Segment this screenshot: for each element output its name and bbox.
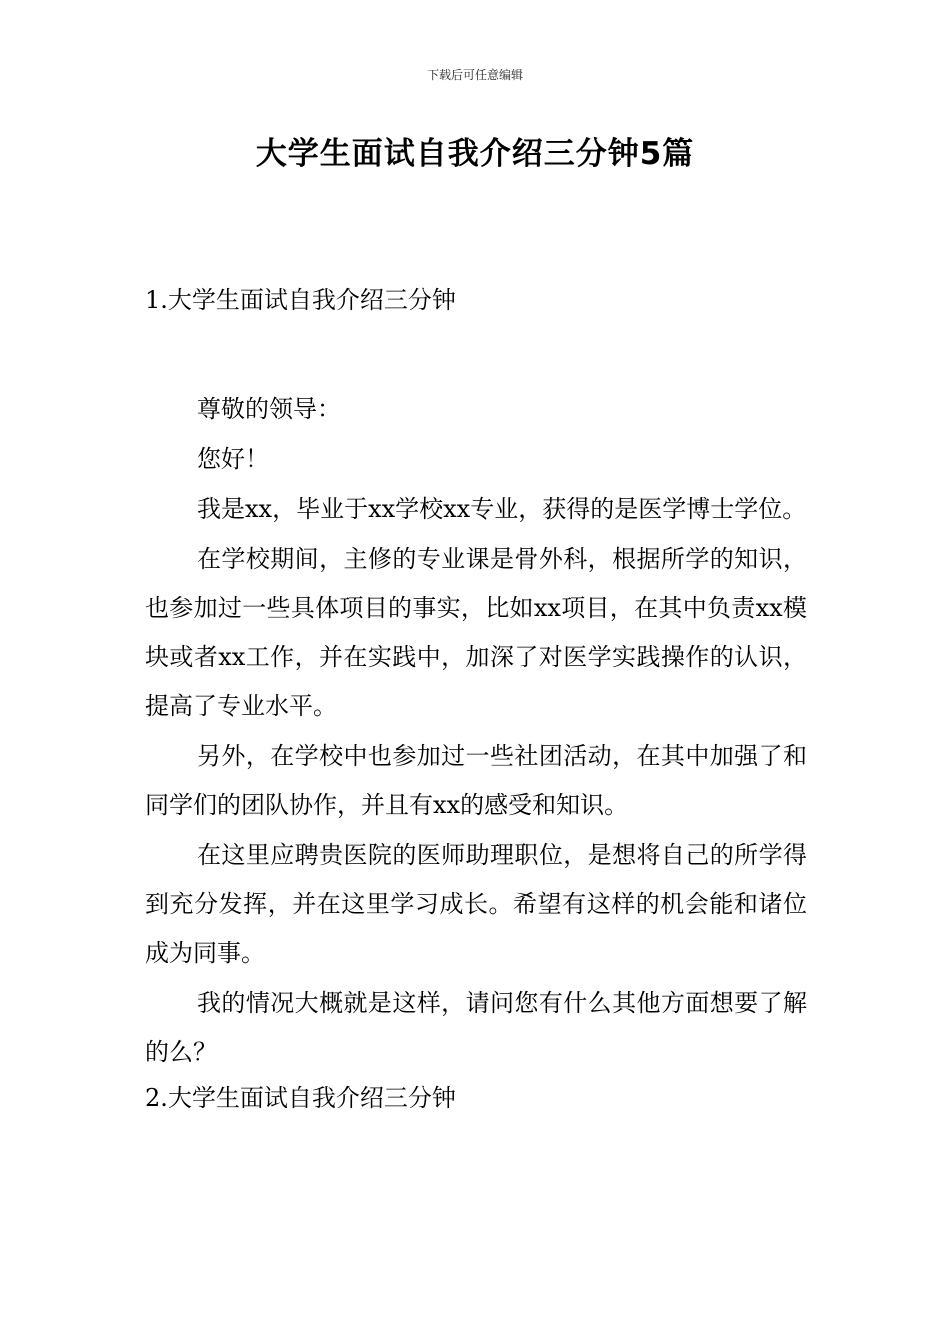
- paragraph-study: 在学校期间，主修的专业课是骨外科，根据所学的知识，也参加过一些具体项目的事实，比如xx项目，在其中负责xx模块或者xx工作，并在实践中，加深了对医学实践操作的认识，提高了专业水平。: [145, 545, 807, 720]
- header-note: 下载后可任意编辑: [426, 68, 523, 82]
- document-body: [145, 280, 807, 1118]
- paragraph-intro: 我是xx，毕业于xx学校xx专业，获得的是医学博士学位。: [197, 495, 807, 523]
- section-heading-2: 2.大学生面试自我介绍三分钟: [145, 1084, 456, 1112]
- section-heading-1: 1.大学生面试自我介绍三分钟: [145, 286, 456, 314]
- document-title: 大学生面试自我介绍三分钟5篇: [255, 136, 695, 172]
- paragraph-application: 在这里应聘贵医院的医师助理职位，是想将自己的所学得到充分发挥，并在这里学习成长。希望有这样的机会能和诸位成为同事。: [145, 841, 807, 967]
- paragraph-closing: 我的情况大概就是这样，请问您有什么其他方面想要了解的么？: [145, 989, 807, 1066]
- paragraph-salutation: 尊敬的领导：: [197, 395, 341, 423]
- paragraph-greeting: 您好！: [197, 445, 269, 473]
- paragraph-activities: 另外，在学校中也参加过一些社团活动，在其中加强了和同学们的团队协作，并且有xx的感受和知识。: [145, 742, 807, 819]
